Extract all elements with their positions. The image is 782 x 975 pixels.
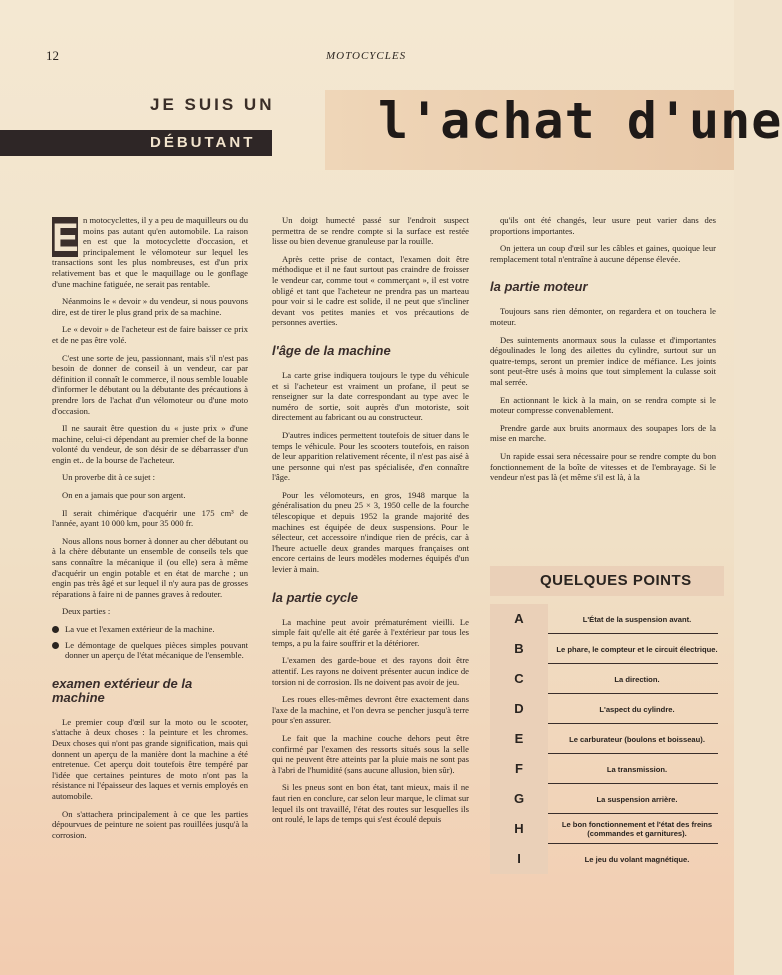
paragraph: Si les pneus sont en bon état, tant mieux, mais il ne faut rien en conclure, car selon leur marque, le climat sur lequel ils ont travaillé, l'état des routes sur lesquelles ils ont roulé, le laps de temps qui s'est écoulé depuis <box>272 782 469 825</box>
paragraph: On s'attachera principalement à ce que les parties dépourvues de peinture ne soient pas rouillées jusqu'à la corrosion. <box>52 808 248 840</box>
paragraph: E n motocyclettes, il y a peu de maquilleurs ou du moins pas autant qu'en automobile. La raison en est que la motocyclette d'occasion, et principalement le vélomoteur sur lequel les transactions sont les plus nombreuses, est d'un prix relativement bas et que le maquillage ou le gonflage d'une machine fatiguée, ne serait pas rentable. <box>52 215 248 289</box>
headline-main: l'achat d'une <box>378 92 782 150</box>
checklist-item <box>490 604 724 634</box>
checklist-text: Le bon fonctionnement et l'état des freins (commandes et garnitures). <box>561 820 713 838</box>
headline-debutant: DÉBUTANT <box>150 134 256 151</box>
paragraph: Toujours sans rien démonter, on regardera et on touchera le moteur. <box>490 306 716 327</box>
section-heading: la partie moteur <box>490 279 588 295</box>
checklist-item <box>490 814 724 844</box>
paragraph: qu'ils ont été changés, leur usure peut varier dans des proportions importantes. <box>490 215 716 236</box>
checklist-item <box>490 634 724 664</box>
headline-kicker: JE SUIS UN <box>150 95 275 114</box>
paragraph: Les roues elles-mêmes devront être exactement dans l'axe de la machine, et l'on devra se pencher jusqu'à terre pour s'en assurer. <box>272 694 469 726</box>
paragraph: Après cette prise de contact, l'examen doit être méthodique et il ne faut surtout pas craindre de froisser le vendeur car, comme tout « commerçant », il est votre obligé et tant que l'acheteur ne prendra pas un marteau pour voir si le cadre est solide, il ne peut que s'incliner devant vos petites manies et vos précautions de personnes averties. <box>272 253 469 328</box>
checklist-text: Le jeu du volant magnétique. <box>584 854 690 864</box>
checklist-box <box>490 566 724 876</box>
checklist-item <box>490 754 724 784</box>
checklist-letter: D <box>490 694 548 724</box>
paragraph: Le « devoir » de l'acheteur est de faire baisser ce prix et de ne pas être volé. <box>52 324 248 345</box>
article-column-1 <box>52 215 248 847</box>
bullet-item: La vue et l'examen extérieur de la machine. <box>52 624 248 635</box>
section-heading: examen extérieur de la machine <box>52 675 193 705</box>
paragraph: Le premier coup d'œil sur la moto ou le scooter, s'attache à deux choses : la peinture et les chromes. Deux choses qui n'ont pas grande signification, mais qui donnent un aperçu de la manière dont la machine a été entretenue. Cet aperçu doit toutefois être tempéré par l'idée que certaines peintures de moto n'ont pas la résistance ni l'épaisseur des laques et vernis employés en automobile. <box>52 716 248 801</box>
paragraph: D'autres indices permettent toutefois de situer dans le temps le véhicule. Pour les scooters toutefois, en raison de leur apparition relativement récente, il n'est pas aisé à une personne qui n'est pas spécialisée, d'en connaître l'âge. <box>272 429 469 483</box>
checklist-text: L'État de la suspension avant. <box>582 614 692 624</box>
checklist-item <box>490 844 724 874</box>
paragraph: La carte grise indiquera toujours le type du véhicule et si l'acheteur est vraiment un profane, il peut se renseigner sur la date correspondant au type avec le numéro de sortie, soit auprès d'un motoriste, soit directement au fabricant ou au constructeur. <box>272 369 469 423</box>
paragraph: Il serait chimérique d'acquérir une 175 cm³ de l'année, ayant 10 000 km, pour 35 000 fr. <box>52 507 248 529</box>
paragraph: Deux parties : <box>62 606 111 617</box>
page-number: 12 <box>46 48 59 63</box>
paragraph: Pour les vélomoteurs, en gros, 1948 marque la généralisation du pneu 25 × 3, 1950 celle de la fourche télescopique et depuis 1952 la grande majorité des machines est équipée de deux suspensions. Pour le sélecteur, cet accessoire n'indique rien de précis, car à l'heure actuelle deux grandes marques françaises ont encore certains de leurs modèles modernes équipés d'un levier à main. <box>272 489 469 575</box>
paragraph: Un rapide essai sera nécessaire pour se rendre compte du bon fonctionnement de la boîte de vitesses et de l'embrayage. Si le vendeur n'est pas là (et même s'il est là, à la <box>490 450 716 483</box>
paragraph: C'est une sorte de jeu, passionnant, mais s'il n'est pas besoin de donner de conseil à un vendeur, car par définition il connaît le commerce, il nous semble louable d'informer le débutant ou la débutante des précautions à prendre lors de l'achat d'un vélomoteur ou d'une moto d'occasion. <box>52 352 248 416</box>
checklist-title: QUELQUES POINTS <box>540 572 692 589</box>
paragraph: La machine peut avoir prématurément vieilli. Le simple fait qu'elle ait été garée à l'extérieur par tous les temps, a pu la faire souffrir et la détériorer. <box>272 616 469 648</box>
checklist-text: Le carburateur (boulons et boisseau). <box>569 734 705 744</box>
paragraph: Nous allons nous borner à donner au cher débutant ou à la chère débutante un ensemble de conseils tels que sans connaître la mécanique il (ou elle) sera à même d'acquérir un engin potable et en état de marche ; un engin pas très âgé et sur lequel il n'y aura pas de grosses réparations à faire ni de pannes graves à redouter. <box>52 535 248 599</box>
bullet-item: Le démontage de quelques pièces simples pouvant donner un aperçu de l'état mécanique de l'ensemble. <box>52 640 248 661</box>
checklist-text: La transmission. <box>606 764 668 774</box>
checklist-title-bar <box>490 566 724 596</box>
checklist-letter: I <box>490 844 548 874</box>
section-heading: la partie cycle <box>272 589 358 605</box>
paragraph: Prendre garde aux bruits anormaux des soupapes lors de la mise en marche. <box>490 422 716 444</box>
paragraph: Des suintements anormaux sous la culasse et d'importantes dégoulinades le long des ailettes du cylindre, surtout sur un quatre-temps, seront un premier indice de méfiance. Les joints sont peut-être usés à moins que tout simplement la culasse soit mal serrée. <box>490 334 716 387</box>
checklist-letter: C <box>490 664 548 694</box>
article-column-3 <box>490 215 716 490</box>
paragraph: On jettera un coup d'œil sur les câbles et gaines, quoique leur remplacement total n'entraîne à aucune dépense élevée. <box>490 243 716 264</box>
paragraph: On en a jamais que pour son argent. <box>62 490 186 501</box>
section-heading: l'âge de la machine <box>272 342 391 358</box>
paragraph: Un proverbe dit à ce sujet : <box>62 472 156 483</box>
paragraph: En actionnant le kick à la main, on se rendra compte si le moteur compresse convenablement. <box>490 394 716 416</box>
paragraph: Néanmoins le « devoir » du vendeur, si nous pouvons dire, est de tirer le plus grand prix de sa machine. <box>52 296 248 317</box>
checklist-letter: A <box>490 604 548 634</box>
checklist-item <box>490 724 724 754</box>
article-column-2 <box>272 215 469 832</box>
checklist-text: La suspension arrière. <box>596 794 678 804</box>
checklist-letter: F <box>490 754 548 784</box>
checklist-text: La direction. <box>614 674 660 684</box>
checklist-item <box>490 694 724 724</box>
checklist-item <box>490 784 724 814</box>
checklist-letter: B <box>490 634 548 664</box>
paragraph: Il ne saurait être question du « juste prix » d'une machine, celui-ci dépendant au premier chef de la bonne volonté du vendeur, de son désir de se débarrasser d'un engin et.. de la bourse de l'acheteur. <box>52 423 248 465</box>
running-head: MOTOCYCLES <box>326 50 407 62</box>
checklist-item <box>490 664 724 694</box>
paragraph: Un doigt humecté passé sur l'endroit suspect permettra de se rendre compte si la surface est restée lisse ou bien devenue granuleuse par la rouille. <box>272 215 469 247</box>
drop-cap: E <box>52 216 79 260</box>
checklist-text: L'aspect du cylindre. <box>599 704 675 714</box>
paragraph: L'examen des garde-boue et des rayons doit être attentif. Les rayons ne doivent présenter aucun indice de torsion ni de corrosion. Ils ne doivent pas avoir de jeu. <box>272 655 469 687</box>
bullet-icon <box>52 626 59 633</box>
checklist-letter: H <box>490 814 548 844</box>
checklist-letter: G <box>490 784 548 814</box>
checklist-text: Le phare, le compteur et le circuit électrique. <box>556 644 718 654</box>
checklist-letter: E <box>490 724 548 754</box>
paragraph: Le fait que la machine couche dehors peut être confirmé par l'examen des ressorts situés sous la selle qui ne peuvent être atteints par la pluie mais ne sont pas à l'abri de l'humidité (sans aucune allusion, bien sûr). <box>272 732 469 775</box>
bullet-icon <box>52 642 59 649</box>
